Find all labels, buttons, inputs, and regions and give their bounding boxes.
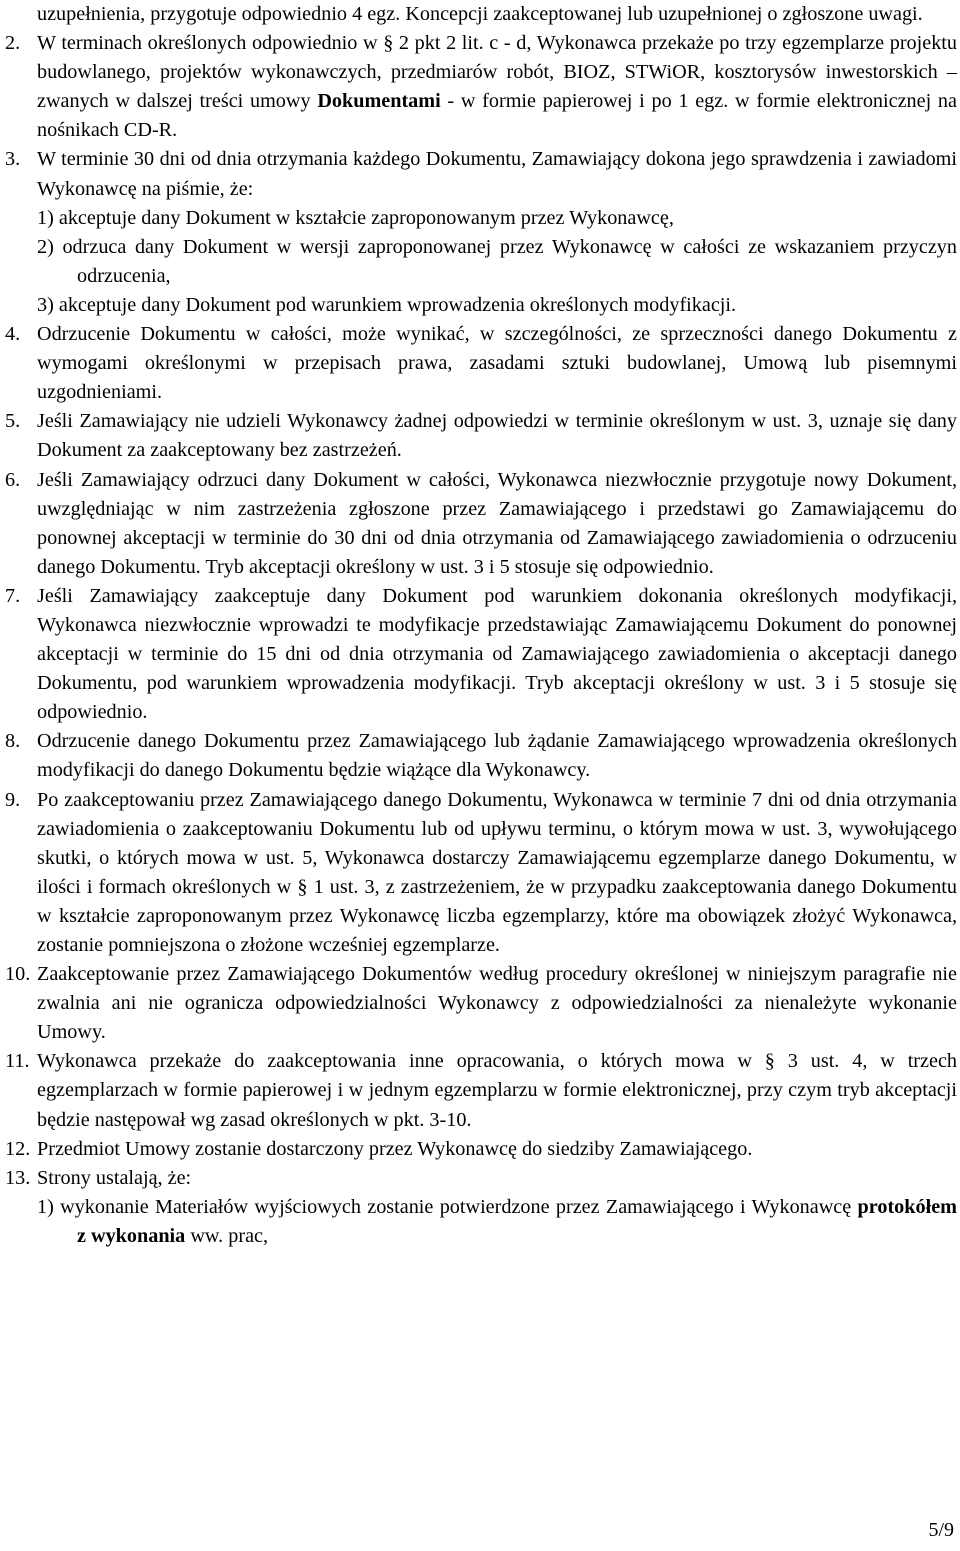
item-13 [5, 1164, 957, 1193]
sub-item-3-1: 1) akceptuje dany Dokument w kształcie zaproponowanym przez Wykonawcę, [37, 206, 674, 229]
item-number: 6. [5, 468, 21, 491]
item-text: Przedmiot Umowy zostanie dostarczony przez Wykonawcę do siedziby Zamawiającego. [37, 1137, 753, 1160]
item-number: 3. [5, 148, 21, 171]
document-page [5, 0, 957, 1251]
item-9 [5, 786, 957, 961]
item-number: 4. [5, 323, 21, 346]
item-number: 13. [5, 1166, 31, 1189]
sub-item-text: 1) wykonanie Materiałów wyjściowych zostanie potwierdzone przez Zamawiającego i Wykonawcę [37, 1195, 858, 1218]
sub-item-3-2: 2) odrzuca dany Dokument w wersji zaproponowanej przez Wykonawcę w całości ze wskazaniem przyczyn odrzucenia, [37, 235, 957, 287]
sub-item-13-1 [5, 1193, 957, 1251]
item-text: Jeśli Zamawiający zaakceptuje dany Dokument pod warunkiem dokonania określonych modyfikacji, Wykonawca niezwłocznie wprowadzi te modyfikacje przedstawiając Zamawiającemu Dokument do ponownej akceptacji w terminie do 15 dni od dnia otrzymania od Zamawiającego zawiadomienia o akceptacji danego Dokumentu, pod warunkiem wprowadzenia modyfikacji. Tryb akceptacji określony w ust. 3 i 5 stosuje się odpowiednio. [37, 584, 957, 724]
item-number: 5. [5, 410, 21, 433]
item-12 [5, 1135, 957, 1164]
item-6 [5, 466, 957, 582]
item-text: - w formie papierowej i po 1 egz. w formie elektronicznej na nośnikach CD-R. [37, 90, 957, 142]
item-text: Po zaakceptowaniu przez Zamawiającego danego Dokumentu, Wykonawca w terminie 7 dni od dnia otrzymania zawiadomienia o zaakceptowaniu Dokumentu lub od upływu terminu, o którym mowa w ust. 3, wywołującego skutki, o których mowa w ust. 5, Wykonawca dostarczy Zamawiającemu egzemplarze danego Dokumentu, w ilości i formach określonych w § 1 ust. 3, z zastrzeżeniem, że w przypadku zaakceptowania danego Dokumentu w kształcie zaproponowanym przez Wykonawcę liczba egzemplarzy, które ma obowiązek złożyć Wykonawca, zostanie pomniejszona o złożone wcześniej egzemplarze. [37, 788, 957, 956]
item-5 [5, 407, 957, 465]
item-11 [5, 1047, 957, 1134]
sub-item-bold-term: protokółem z wykonania [77, 1195, 957, 1247]
page-number: 5/9 [928, 1519, 954, 1541]
item-number: 12. [5, 1137, 31, 1160]
intro-continuation: uzupełnienia, przygotuje odpowiednio 4 egz. Koncepcji zaakceptowanej lub uzupełnionej o zgłoszone uwagi. [37, 3, 923, 25]
item-text: W terminach określonych odpowiednio w § 2 pkt 2 lit. c - d, Wykonawca przekaże po trzy egzemplarze projektu budowlanego, projektów wykonawczych, przedmiarów robót, BIOZ, STWiOR, kosztorysów inwestorskich – zwanych w dalszej treści umowy [37, 32, 957, 113]
item-7 [5, 582, 957, 727]
sub-item-text: ww. prac, [185, 1224, 269, 1247]
item-number: 7. [5, 584, 21, 607]
item-number: 11. [5, 1050, 30, 1073]
item-text: Strony ustalają, że: [37, 1166, 192, 1189]
item-text: W terminie 30 dni od dnia otrzymania każdego Dokumentu, Zamawiający dokona jego sprawdzenia i zawiadomi Wykonawcę na piśmie, że: [37, 148, 957, 200]
sub-item-3-3: 3) akceptuje dany Dokument pod warunkiem wprowadzenia określonych modyfikacji. [37, 293, 737, 316]
item-8 [5, 727, 957, 785]
item-text: Wykonawca przekaże do zaakceptowania inne opracowania, o których mowa w § 3 ust. 4, w trzech egzemplarzach w formie papierowej i w jednym egzemplarzu w formie elektronicznej, przy czym tryb akceptacji będzie następował wg zasad określonych w pkt. 3-10. [37, 1050, 957, 1131]
item-text: Zaakceptowanie przez Zamawiającego Dokumentów według procedury określonej w niniejszym paragrafie nie zwalnia ani nie ogranicza odpowiedzialności Wykonawcy z odpowiedzialności za nienależyte wykonanie Umowy. [37, 963, 957, 1044]
item-bold-term: Dokumentami [317, 90, 441, 113]
item-number: 9. [5, 788, 21, 811]
item-number: 8. [5, 730, 21, 753]
item-number: 2. [5, 32, 21, 55]
item-10 [5, 960, 957, 1047]
item-text: Odrzucenie Dokumentu w całości, może wynikać, w szczególności, ze sprzeczności danego Dokumentu z wymogami określonymi w przepisach prawa, zasadami sztuki budowlanej, Umową lub pisemnymi uzgodnieniami. [37, 323, 957, 404]
item-3 [5, 145, 957, 203]
item-4 [5, 320, 957, 407]
item-number: 10. [5, 963, 31, 986]
item-2 [5, 29, 957, 145]
item-text: Jeśli Zamawiający nie udzieli Wykonawcy żadnej odpowiedzi w terminie określonym w ust. 3, uznaje się dany Dokument za zaakceptowany bez zastrzeżeń. [37, 410, 957, 462]
item-text: Jeśli Zamawiający odrzuci dany Dokument w całości, Wykonawca niezwłocznie przygotuje nowy Dokument, uwzględniając w nim zastrzeżenia zgłoszone przez Zamawiającego i przedstawi go Zamawiającemu do ponownej akceptacji w terminie do 30 dni od dnia otrzymania od Zamawiającego zawiadomienia o odrzuceniu danego Dokumentu. Tryb akceptacji określony w ust. 3 i 5 stosuje się odpowiednio. [37, 468, 957, 578]
item-text: Odrzucenie danego Dokumentu przez Zamawiającego lub żądanie Zamawiającego wprowadzenia określonych modyfikacji do danego Dokumentu będzie wiążące dla Wykonawcy. [37, 730, 957, 782]
